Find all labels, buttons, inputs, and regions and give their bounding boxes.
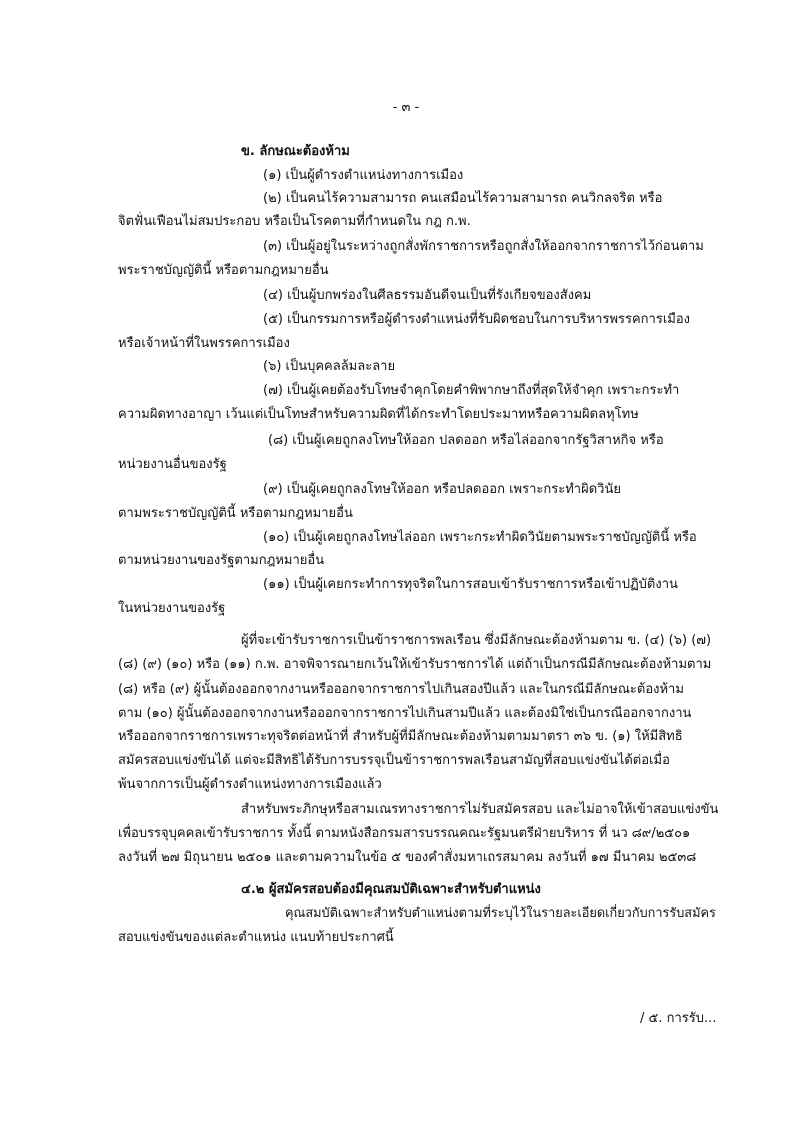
para2-line-3: ลงวันที่ ๒๗ มิถุนายน ๒๕๐๑ และตามความในข้อ ๕ ของคำสั่งมหาเถรสมาคม ลงวันที่ ๑๗ มีนาคม ๒๕๓๘ <box>118 850 697 865</box>
item-2-line-2: จิตฟั่นเฟือนไม่สมประกอบ หรือเป็นโรคตามที่กำหนดใน กฎ ก.พ. <box>118 214 471 229</box>
para1-line-3: (๘) หรือ (๙) ผู้นั้นต้องออกจากงานหรือออกจากราชการไปเกินสองปีแล้ว และในกรณีมีลักษณะต้องห้าม <box>118 682 684 697</box>
item-10-line-2: ตามหน่วยงานของรัฐตามกฎหมายอื่น <box>118 553 325 568</box>
item-10-line-1: (๑๐) เป็นผู้เคยถูกลงโทษไล่ออก เพราะกระทำผิดวินัยตามพระราชบัญญัตินี้ หรือ <box>263 530 697 545</box>
section-b-heading: ข. ลักษณะต้องห้าม <box>241 144 350 159</box>
item-7-line-1: (๗) เป็นผู้เคยต้องรับโทษจำคุกโดยคำพิพากษาถึงที่สุดให้จำคุก เพราะกระทำ <box>263 383 680 398</box>
item-2-text: (๒) เป็นคนไร้ความสามารถ คนเสมือนไร้ความสามารถ คนวิกลจริต หรือ <box>263 191 663 206</box>
para1-line-7: พ้นจากการเป็นผู้ดำรงตำแหน่งทางการเมืองแล้ว <box>118 777 382 792</box>
section-4-2-line-2: สอบแข่งขันของแต่ละตำแหน่ง แนบท้ายประกาศนี้ <box>118 930 394 945</box>
item-5-line-2: หรือเจ้าหน้าที่ในพรรคการเมือง <box>118 336 290 351</box>
para2-line-1: สำหรับพระภิกษุหรือสามเณรทางราชการไม่รับสมัครสอบ และไม่อาจให้เข้าสอบแข่งขัน <box>241 802 719 817</box>
item-7-line-2: ความผิดทางอาญา เว้นแต่เป็นโทษสำหรับความผิดที่ได้กระทำโดยประมาทหรือความผิดลหุโทษ <box>118 407 639 422</box>
para1-line-1: ผู้ที่จะเข้ารับราชการเป็นข้าราชการพลเรือน ซึ่งมีลักษณะต้องห้ามตาม ข. (๔) (๖) (๗) <box>241 633 712 648</box>
item-11-line-1: (๑๑) เป็นผู้เคยกระทำการทุจริตในการสอบเข้ารับราชการหรือเข้าปฏิบัติงาน <box>263 577 678 592</box>
item-9-line-2: ตามพระราชบัญญัตินี้ หรือตามกฎหมายอื่น <box>118 506 353 521</box>
item-8-line-2: หน่วยงานอื่นของรัฐ <box>118 457 227 472</box>
item-6: (๖) เป็นบุคคลล้มละลาย <box>263 359 396 374</box>
item-4: (๔) เป็นผู้บกพร่องในศีลธรรมอันดีจนเป็นที่รังเกียจของสังคม <box>263 288 592 303</box>
section-4-2-line-1: คุณสมบัติเฉพาะสำหรับตำแหน่งตามที่ระบุไว้ในรายละเอียดเกี่ยวกับการรับสมัคร <box>285 906 716 921</box>
page-number: - ๓ - <box>392 100 420 115</box>
continuation-note: / ๕. การรับ... <box>640 1011 717 1026</box>
item-3-line-1: (๓) เป็นผู้อยู่ในระหว่างถูกสั่งพักราชการหรือถูกสั่งให้ออกจากราชการไว้ก่อนตาม <box>263 239 704 254</box>
para1-line-4: ตาม (๑๐) ผู้นั้นต้องออกจากงานหรือออกจากราชการไปเกินสามปีแล้ว และต้องมิใช่เป็นกรณีออกจากงาน <box>118 706 692 721</box>
para1-line-6: สมัครสอบแข่งขันได้ แต่จะมีสิทธิได้รับการบรรจุเป็นข้าราชการพลเรือนสามัญที่สอบแข่งขันได้ต่อเมื่อ <box>118 753 670 768</box>
item-1: (๑) เป็นผู้ดำรงตำแหน่งทางการเมือง <box>263 168 464 183</box>
para1-line-5: หรือออกจากราชการเพราะทุจริตต่อหน้าที่ สำหรับผู้ที่มีลักษณะต้องห้ามตามมาตรา ๓๖ ข. (๑) ให้มีสิทธิ <box>118 729 683 744</box>
item-11-line-2: ในหน่วยงานของรัฐ <box>118 601 226 616</box>
item-5-line-1: (๕) เป็นกรรมการหรือผู้ดำรงตำแหน่งที่รับผิดชอบในการบริหารพรรคการเมือง <box>263 312 691 327</box>
item-9-line-1: (๙) เป็นผู้เคยถูกลงโทษให้ออก หรือปลดออก เพราะกระทำผิดวินัย <box>263 482 621 497</box>
para1-line-2: (๘) (๙) (๑๐) หรือ (๑๑) ก.พ. อาจพิจารณายกเว้นให้เข้ารับราชการได้ แต่ถ้าเป็นกรณีมีลักษณะต้องห้ามตาม <box>118 657 712 672</box>
item-3-line-2: พระราชบัญญัตินี้ หรือตามกฎหมายอื่น <box>118 263 329 278</box>
item-8-line-1: (๘) เป็นผู้เคยถูกลงโทษให้ออก ปลดออก หรือไล่ออกจากรัฐวิสาหกิจ หรือ <box>268 433 664 448</box>
item-2-line-1 <box>263 189 721 209</box>
para2-line-2: เพื่อบรรจุบุคคลเข้ารับราชการ ทั้งนี้ ตามหนังสือกรมสารบรรณคณะรัฐมนตรีฝ่ายบริหาร ที่ นว ๘๙/๒๕๐๑ <box>118 826 691 841</box>
section-4-2-heading: ๔.๒ ผู้สมัครสอบต้องมีคุณสมบัติเฉพาะสำหรับตำแหน่ง <box>241 882 541 897</box>
